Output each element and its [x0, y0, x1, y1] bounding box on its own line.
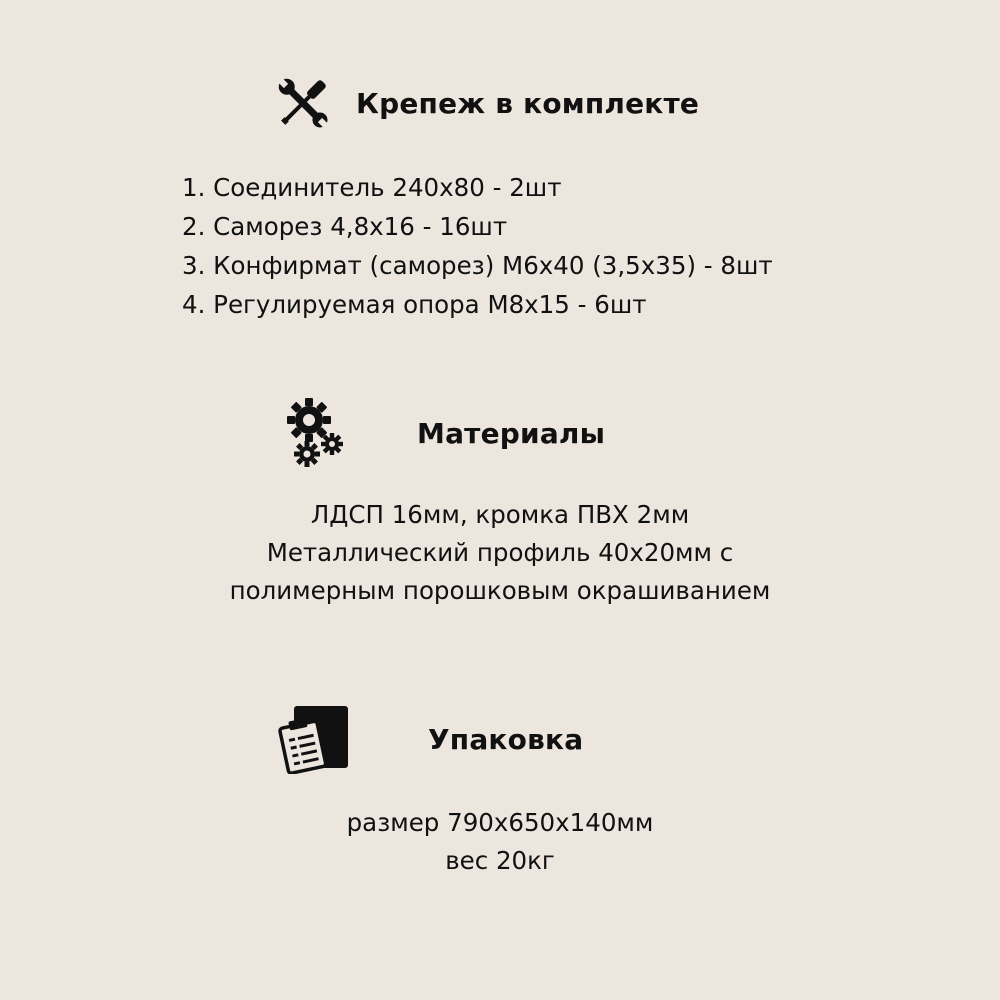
list-item: 4. Регулируемая опора М8х15 - 6шт [182, 290, 647, 319]
tools-icon [272, 72, 334, 134]
fasteners-list [182, 168, 773, 324]
materials-description [0, 496, 1000, 610]
packaging-line: вес 20кг [445, 846, 555, 875]
list-item: 3. Конфирмат (саморез) М6х40 (3,5х35) - 8шт [182, 251, 773, 280]
packaging-header [278, 704, 583, 774]
packaging-line: размер 790х650х140мм [346, 808, 654, 837]
package-clipboard-icon [278, 704, 350, 774]
list-item: 1. Соединитель 240х80 - 2шт [182, 173, 562, 202]
materials-title: Материалы [417, 416, 606, 450]
packaging-description [0, 804, 1000, 880]
materials-line: полимерным порошковым окрашиванием [229, 576, 771, 605]
materials-line: ЛДСП 16мм, кромка ПВХ 2мм [310, 500, 690, 529]
packaging-title: Упаковка [428, 722, 584, 756]
materials-header [285, 396, 605, 470]
materials-line: Металлический профиль 40х20мм с [266, 538, 734, 567]
gears-icon [285, 396, 345, 470]
fasteners-header [272, 72, 699, 134]
fasteners-title: Крепеж в комплекте [356, 86, 700, 120]
list-item: 2. Саморез 4,8х16 - 16шт [182, 212, 508, 241]
